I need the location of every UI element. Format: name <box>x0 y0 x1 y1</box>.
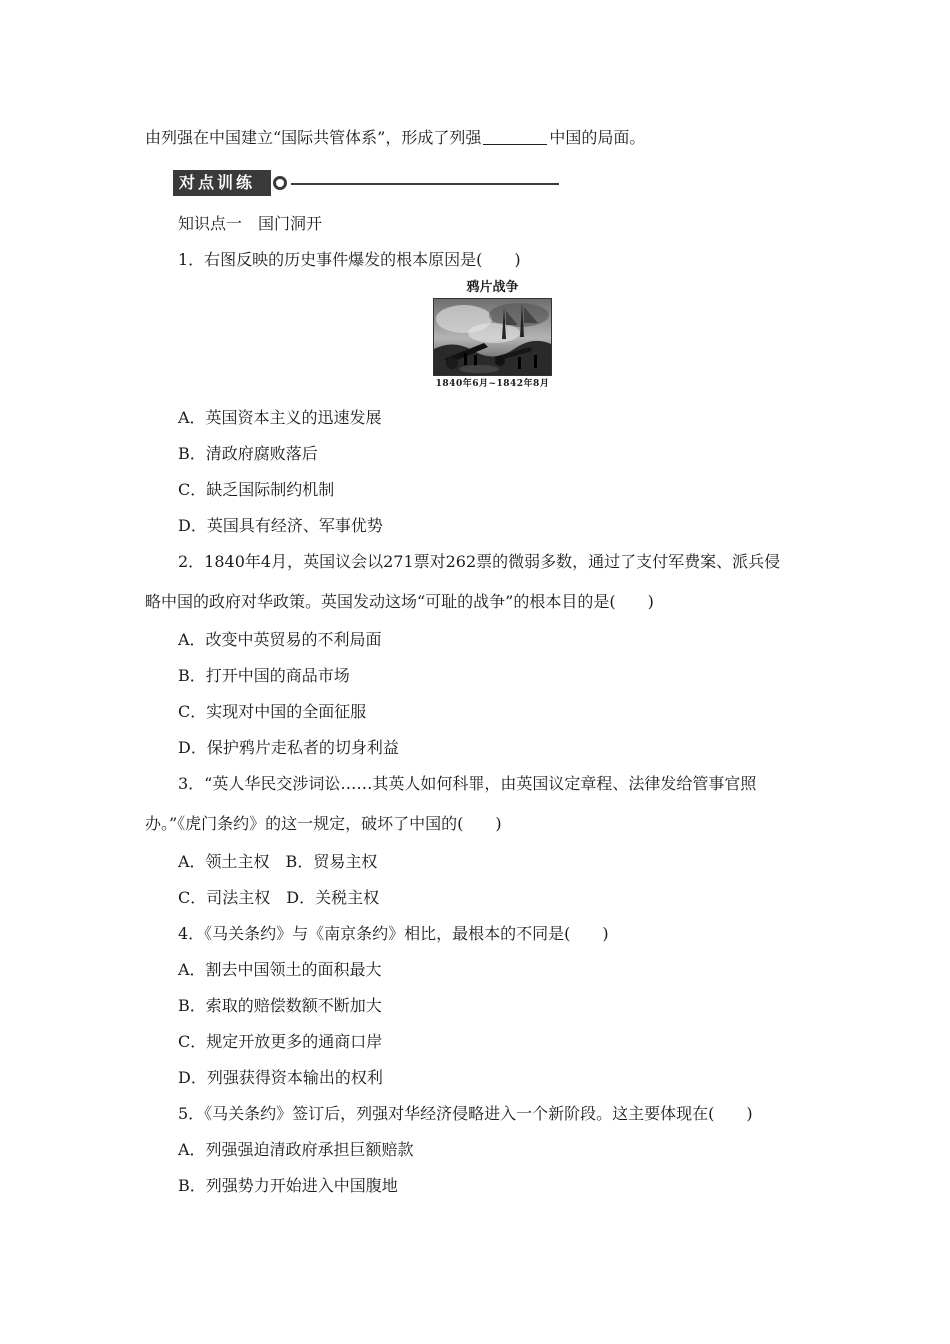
fill-blank <box>483 130 547 145</box>
section-banner <box>173 170 563 196</box>
question-line: 4．《马关条约》与《南京条约》相比，最根本的不同是( ) <box>178 924 609 943</box>
banner-dot-icon <box>273 176 287 190</box>
question-line: D．保护鸦片走私者的切身利益 <box>178 738 399 757</box>
question-line: B．列强势力开始进入中国腹地 <box>178 1176 398 1195</box>
question-line: 1．右图反映的历史事件爆发的根本原因是( ) <box>178 250 521 269</box>
question-line: D．列强获得资本输出的权利 <box>178 1068 383 1087</box>
figure-caption: 1840年6月~1842年8月 <box>435 379 550 389</box>
knowledge-point-heading: 知识点一 国门洞开 <box>178 214 323 233</box>
banner-rule <box>291 183 559 185</box>
question-line: D．英国具有经济、军事优势 <box>178 516 383 535</box>
question-line: 3．“英人华民交涉词讼……其英人如何科罪，由英国议定章程、法律发给管事官照 <box>178 774 757 793</box>
intro-text-before: 由列强在中国建立“国际共管体系”，形成了列强 <box>145 128 482 147</box>
question-line: B．清政府腐败落后 <box>178 444 318 463</box>
intro-line <box>145 128 645 148</box>
figure-title: 鸦片战争 <box>466 280 519 295</box>
question-line: C．司法主权 D．关税主权 <box>178 888 380 907</box>
question-line: 办。”《虎门条约》的这一规定，破坏了中国的( ) <box>145 814 502 833</box>
question-line: A．改变中英贸易的不利局面 <box>178 630 382 649</box>
question-line: C．缺乏国际制约机制 <box>178 480 335 499</box>
question-line: A．领土主权 B．贸易主权 <box>178 852 378 871</box>
question-line: 5．《马关条约》签订后，列强对华经济侵略进入一个新阶段。这主要体现在( ) <box>178 1104 753 1123</box>
section-banner-label: 对点训练 <box>173 170 271 196</box>
question-line: B．打开中国的商品市场 <box>178 666 350 685</box>
question-line: B．索取的赔偿数额不断加大 <box>178 996 382 1015</box>
question-line: C．实现对中国的全面征服 <box>178 702 367 721</box>
question-line: A．英国资本主义的迅速发展 <box>178 408 382 427</box>
intro-text-after: 中国的局面。 <box>549 128 646 147</box>
opium-war-figure <box>425 280 560 392</box>
question-line: 2．1840年4月，英国议会以271票对262票的微弱多数，通过了支付军费案、派兵侵 <box>178 552 781 571</box>
battle-scene-image <box>433 298 552 376</box>
question-line: A．割去中国领土的面积最大 <box>178 960 382 979</box>
question-line: C．规定开放更多的通商口岸 <box>178 1032 383 1051</box>
question-line: A．列强强迫清政府承担巨额赔款 <box>178 1140 414 1159</box>
question-line: 略中国的政府对华政策。英国发动这场“可耻的战争”的根本目的是( ) <box>145 592 654 611</box>
